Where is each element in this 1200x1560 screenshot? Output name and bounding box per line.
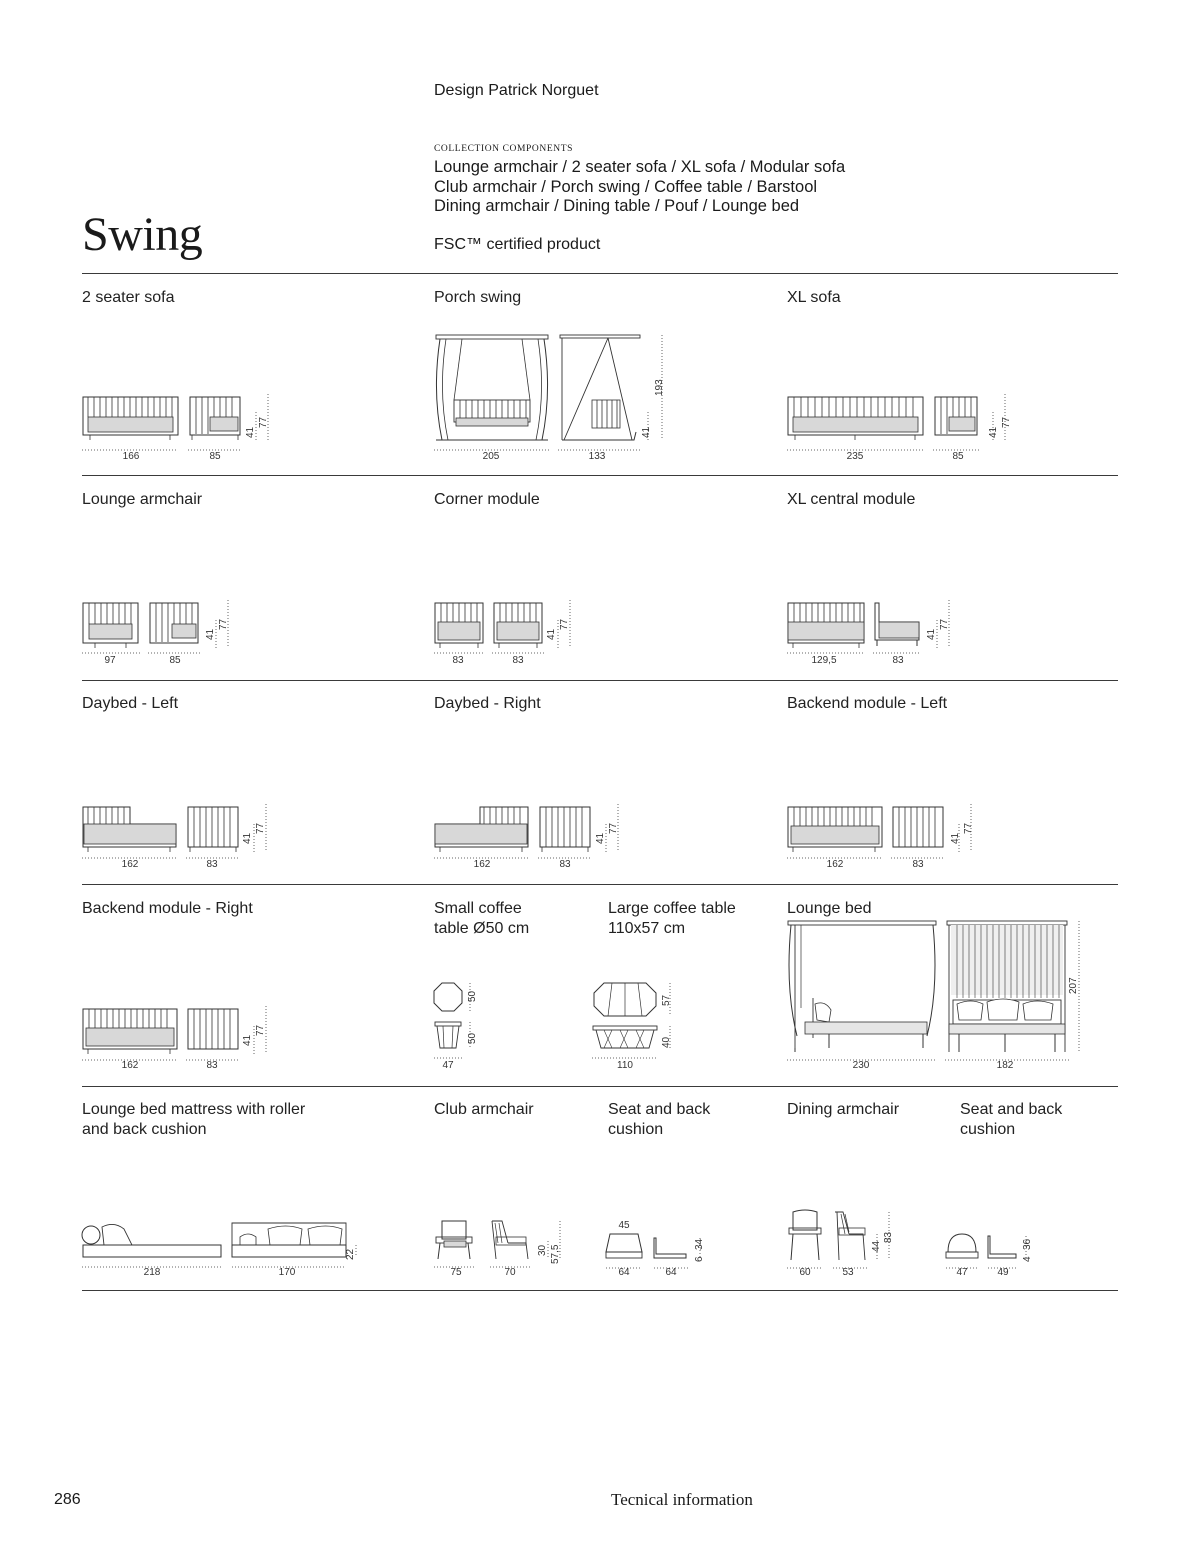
height-dimension: 77: [559, 618, 570, 630]
width-dimension: 47: [956, 1267, 968, 1278]
components-line-3: Dining armchair / Dining table / Pouf / Lounge bed: [434, 197, 800, 215]
product-label: Porch swing: [434, 289, 522, 306]
page-number: 286: [54, 1491, 81, 1508]
height-dimension: 77: [963, 822, 974, 834]
height-dimension: 41: [242, 832, 253, 844]
product-label: Seat and back cushion: [960, 1101, 1063, 1138]
width-dimension: 64: [665, 1267, 677, 1278]
product-label: Daybed - Left: [82, 695, 179, 712]
height-dimension: 193: [654, 379, 665, 396]
width-dimension: 218: [143, 1267, 161, 1278]
height-dimension: 83: [883, 1231, 894, 1243]
height-dimension: 57,5: [550, 1244, 561, 1264]
product-label: 2 seater sofa: [82, 289, 175, 306]
product-label: XL sofa: [787, 289, 841, 306]
width-dimension: 162: [121, 859, 139, 870]
width-dimension: 83: [206, 859, 218, 870]
product-label: Lounge armchair: [82, 491, 203, 508]
width-dimension: 85: [952, 451, 964, 462]
lounge-bed-drawing: [785, 918, 1085, 1063]
width-dimension: 75: [450, 1267, 462, 1278]
club-cushion-drawing: [604, 1230, 714, 1272]
height-dimension: 77: [939, 618, 950, 630]
height-dimension: 77: [1001, 416, 1012, 428]
width-dimension: 60: [799, 1267, 811, 1278]
section-title: Tecnical information: [611, 1490, 753, 1509]
height-dimension: 57: [661, 994, 672, 1006]
width-dimension: 162: [826, 859, 844, 870]
width-dimension: 166: [122, 451, 140, 462]
section-divider: [82, 680, 1118, 681]
daybed-right-drawing: [432, 802, 632, 860]
height-dimension: 41: [641, 426, 652, 438]
width-dimension: 83: [559, 859, 571, 870]
backend-module-right-drawing: [80, 1004, 280, 1062]
section-divider: [82, 1290, 1118, 1291]
height-dimension: 41: [595, 832, 606, 844]
height-dimension: 41: [245, 426, 256, 438]
dining-cushion-drawing: [944, 1230, 1044, 1272]
height-dimension: 41: [242, 1034, 253, 1046]
height-dimension: 77: [608, 822, 619, 834]
height-dimension: 77: [218, 618, 229, 630]
height-dimension: 77: [258, 416, 269, 428]
product-label: Lounge bed: [787, 900, 872, 917]
width-dimension: 133: [588, 451, 606, 462]
height-dimension: 41: [926, 628, 937, 640]
components-line-2: Club armchair / Porch swing / Coffee table / Barstool: [434, 178, 818, 196]
lounge-armchair-drawing: [80, 598, 240, 656]
height-dimension: 22: [345, 1248, 356, 1260]
height-dimension: 41: [546, 628, 557, 640]
product-label: Backend module - Left: [787, 695, 948, 712]
height-dimension: 50: [467, 990, 478, 1002]
collection-title: Swing: [82, 208, 203, 261]
product-label: Corner module: [434, 491, 540, 508]
height-dimension: 77: [255, 822, 266, 834]
width-dimension: 83: [912, 859, 924, 870]
product-label: Lounge bed mattress with roller and back cushion: [82, 1101, 306, 1138]
height-dimension: 4: [1022, 1256, 1033, 1262]
height-dimension: 77: [255, 1024, 266, 1036]
width-dimension: 64: [618, 1267, 630, 1278]
width-dimension: 129,5: [811, 655, 837, 666]
width-dimension: 53: [842, 1267, 854, 1278]
height-dimension: 36: [1022, 1238, 1033, 1250]
product-label: Club armchair: [434, 1101, 534, 1118]
section-divider: [82, 273, 1118, 274]
product-label: Large coffee table 110x57 cm: [608, 900, 736, 937]
porch-swing-drawing: [432, 332, 672, 452]
height-dimension: 207: [1068, 977, 1079, 994]
product-label: Dining armchair: [787, 1101, 900, 1118]
width-dimension: 70: [504, 1267, 516, 1278]
width-dimension: 49: [997, 1267, 1009, 1278]
height-dimension: 6: [694, 1256, 705, 1262]
large-coffee-table-drawing: [590, 980, 680, 1062]
height-dimension: 30: [537, 1244, 548, 1256]
width-dimension: 162: [473, 859, 491, 870]
width-dimension: 45: [618, 1220, 630, 1231]
components-label: COLLECTION COMPONENTS: [434, 144, 574, 154]
section-divider: [82, 475, 1118, 476]
width-dimension: 97: [104, 655, 116, 666]
width-dimension: 235: [846, 451, 864, 462]
height-dimension: 34: [694, 1238, 705, 1250]
fsc-certification: FSC™ certified product: [434, 236, 601, 253]
designer-credit: Design Patrick Norguet: [434, 82, 599, 99]
height-dimension: 40: [661, 1036, 672, 1048]
width-dimension: 162: [121, 1060, 139, 1071]
product-label: Daybed - Right: [434, 695, 541, 712]
height-dimension: 44: [871, 1240, 882, 1252]
width-dimension: 110: [617, 1060, 633, 1071]
width-dimension: 85: [209, 451, 221, 462]
section-divider: [82, 1086, 1118, 1087]
sofa-front-drawing: [80, 392, 280, 452]
small-coffee-table-drawing: [432, 980, 492, 1062]
xl-central-module-drawing: [785, 598, 965, 656]
height-dimension: 41: [950, 832, 961, 844]
xl-sofa-drawing: [785, 392, 1015, 452]
product-label: Seat and back cushion: [608, 1101, 711, 1138]
width-dimension: 170: [278, 1267, 296, 1278]
width-dimension: 230: [852, 1060, 870, 1071]
section-divider: [82, 884, 1118, 885]
height-dimension: 50: [467, 1032, 478, 1044]
width-dimension: 205: [482, 451, 500, 462]
width-dimension: 182: [996, 1060, 1014, 1071]
components-line-1: Lounge armchair / 2 seater sofa / XL sofa / Modular sofa: [434, 158, 846, 176]
width-dimension: 85: [169, 655, 181, 666]
width-dimension: 83: [206, 1060, 218, 1071]
product-label: Backend module - Right: [82, 900, 253, 917]
width-dimension: 47: [442, 1060, 454, 1071]
daybed-left-drawing: [80, 802, 280, 860]
product-label: Small coffee table Ø50 cm: [434, 900, 530, 937]
height-dimension: 41: [988, 426, 999, 438]
lounge-bed-mattress-drawing: [80, 1215, 370, 1271]
width-dimension: 83: [892, 655, 904, 666]
width-dimension: 83: [512, 655, 524, 666]
product-label: XL central module: [787, 491, 916, 508]
height-dimension: 41: [205, 628, 216, 640]
width-dimension: 83: [452, 655, 464, 666]
backend-module-left-drawing: [785, 802, 985, 860]
